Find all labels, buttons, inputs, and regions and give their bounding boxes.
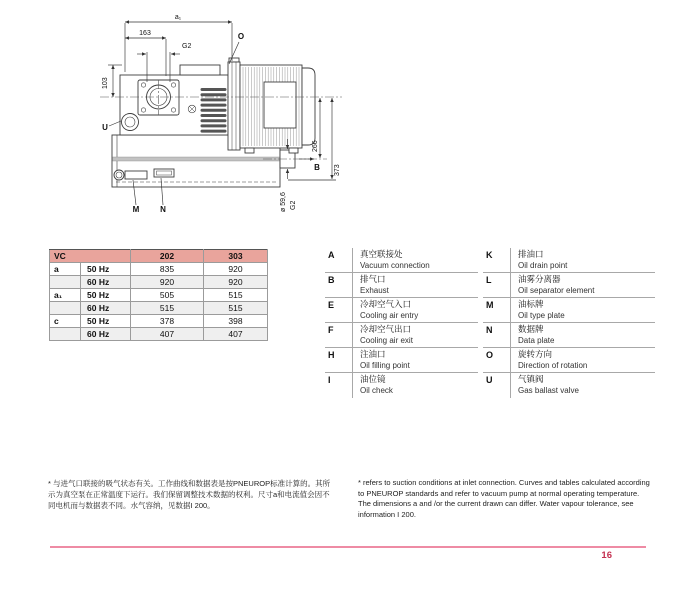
cell-dim: c bbox=[50, 315, 81, 328]
legend-column-left bbox=[325, 248, 478, 398]
legend-zh: 油位镜 bbox=[360, 374, 386, 384]
legend-zh: 气镇阀 bbox=[518, 374, 544, 384]
cell-202: 835 bbox=[131, 263, 204, 276]
oil-type-plate bbox=[125, 171, 147, 179]
legend-en: Oil check bbox=[360, 386, 393, 395]
legend-entry-a bbox=[325, 248, 478, 273]
vent-grille bbox=[201, 88, 227, 133]
legend-entry-f bbox=[325, 323, 478, 348]
footnote-english: * refers to suction conditions at inlet connection. Curves and tables calculated according to PNEUROP standards and refer to vacuum pump at normal operating temperature. The dimensions a and /or the current drawn can differ. Water vapour tolerance, see information I 200. bbox=[358, 478, 650, 519]
legend-zh: 排气口 bbox=[360, 274, 386, 284]
legend-zh: 冷却空气出口 bbox=[360, 324, 412, 334]
cell-202: 515 bbox=[131, 302, 204, 315]
cell-dim: a₁ bbox=[50, 289, 81, 302]
motor bbox=[240, 65, 315, 153]
legend-en: Gas ballast valve bbox=[518, 386, 579, 395]
legend-key: E bbox=[328, 300, 335, 310]
page-number: 16 bbox=[601, 550, 612, 561]
table-row bbox=[50, 276, 268, 289]
dim-103-label: 103 bbox=[102, 77, 109, 89]
table-row bbox=[50, 289, 268, 302]
motor-core bbox=[264, 82, 296, 128]
cell-202: 378 bbox=[131, 315, 204, 328]
legend-entry-u bbox=[483, 373, 655, 398]
dim-266-label: 266 bbox=[312, 140, 319, 152]
callout-n: N bbox=[160, 205, 166, 214]
legend-en: Data plate bbox=[518, 336, 555, 345]
callout-b: B bbox=[314, 163, 320, 172]
callout-u: U bbox=[102, 123, 108, 132]
legend-key: I bbox=[328, 375, 331, 385]
dim-373-label: 373 bbox=[334, 164, 341, 176]
cell-freq: 60 Hz bbox=[81, 328, 131, 341]
cell-freq: 50 Hz bbox=[81, 289, 131, 302]
cell-303: 515 bbox=[204, 302, 268, 315]
legend-entry-i bbox=[325, 373, 478, 398]
cell-303: 920 bbox=[204, 263, 268, 276]
table-row bbox=[50, 315, 268, 328]
legend-zh: 油标牌 bbox=[518, 299, 544, 309]
table-row bbox=[50, 328, 268, 341]
cell-freq: 50 Hz bbox=[81, 263, 131, 276]
callout-m: M bbox=[132, 205, 140, 214]
cell-303: 920 bbox=[204, 276, 268, 289]
pump-technical-drawing bbox=[95, 8, 351, 220]
legend-entry-n bbox=[483, 323, 655, 348]
legend-zh: 数据牌 bbox=[518, 324, 544, 334]
legend-en: Oil filling point bbox=[360, 361, 410, 370]
callout-o: O bbox=[237, 32, 245, 41]
table-row bbox=[50, 302, 268, 315]
legend-key: A bbox=[328, 250, 335, 260]
table-header-row bbox=[50, 250, 268, 263]
cell-freq: 60 Hz bbox=[81, 302, 131, 315]
legend-en: Exhaust bbox=[360, 286, 389, 295]
cell-dim bbox=[50, 302, 81, 315]
legend-en: Oil drain point bbox=[518, 261, 568, 270]
legend-key: B bbox=[328, 275, 335, 285]
dim-g2-top-label: G2 bbox=[182, 43, 192, 50]
cell-303: 407 bbox=[204, 328, 268, 341]
cell-303: 515 bbox=[204, 289, 268, 302]
legend-zh: 油雾分离器 bbox=[518, 274, 561, 284]
legend-key: H bbox=[328, 350, 335, 360]
cell-dim bbox=[50, 328, 81, 341]
legend-en: Cooling air entry bbox=[360, 311, 419, 320]
footnote-chinese: * 与进气口联接的吸气状态有关。工作曲线和数据表是按PNEUROP标准计算的。其所示为真空泵在正常温度下运行。我们保留调整技术数据的权利。尺寸a和电流值会因不同电机而与数据表不同。水气容纳，见数据I 200。 bbox=[48, 479, 331, 510]
legend-key: K bbox=[486, 250, 493, 260]
dim-g2-exhaust-label: G2 bbox=[290, 200, 297, 210]
bottom-rule bbox=[50, 546, 646, 548]
dim-diameter-label: ø 59,6 bbox=[280, 192, 287, 212]
legend-entry-o bbox=[483, 348, 655, 373]
legend-en: Oil separator element bbox=[518, 286, 595, 295]
legend-key: F bbox=[328, 325, 334, 335]
cell-dim bbox=[50, 276, 81, 289]
legend-entry-b bbox=[325, 273, 478, 298]
legend-zh: 真空联接处 bbox=[360, 249, 403, 259]
motor-end-cap bbox=[302, 68, 315, 145]
table-header-202: 202 bbox=[131, 250, 204, 263]
cell-202: 407 bbox=[131, 328, 204, 341]
cell-freq: 50 Hz bbox=[81, 315, 131, 328]
legend-en: Cooling air exit bbox=[360, 336, 413, 345]
cell-dim: a bbox=[50, 263, 81, 276]
legend-en: Direction of rotation bbox=[518, 361, 588, 370]
legend-key: O bbox=[486, 350, 494, 360]
adapter-flange bbox=[228, 58, 240, 150]
dim-a1-label: a₁ bbox=[174, 14, 182, 21]
legend-key: U bbox=[486, 375, 493, 385]
cell-303: 398 bbox=[204, 315, 268, 328]
legend-en: Vacuum connection bbox=[360, 261, 430, 270]
legend-en: Oil type plate bbox=[518, 311, 565, 320]
legend-entry-h bbox=[325, 348, 478, 373]
legend-zh: 旋转方向 bbox=[518, 349, 553, 359]
legend-zh: 注油口 bbox=[360, 349, 386, 359]
legend-entry-l bbox=[483, 273, 655, 298]
legend-key: M bbox=[486, 300, 494, 310]
legend-zh: 排油口 bbox=[518, 249, 544, 259]
cell-202: 920 bbox=[131, 276, 204, 289]
table-header-303: 303 bbox=[204, 250, 268, 263]
legend-entry-m bbox=[483, 298, 655, 323]
cell-202: 505 bbox=[131, 289, 204, 302]
legend-zh: 冷却空气入口 bbox=[360, 299, 412, 309]
table-row bbox=[50, 263, 268, 276]
table-header-vc: VC bbox=[50, 250, 131, 263]
dimensions-table bbox=[49, 249, 268, 341]
legend-key: L bbox=[486, 275, 492, 285]
legend-column-right bbox=[483, 248, 655, 398]
legend-entry-e bbox=[325, 298, 478, 323]
legend-key: N bbox=[486, 325, 493, 335]
dim-163-label: 163 bbox=[139, 30, 151, 37]
cell-freq: 60 Hz bbox=[81, 276, 131, 289]
legend-entry-k bbox=[483, 248, 655, 273]
